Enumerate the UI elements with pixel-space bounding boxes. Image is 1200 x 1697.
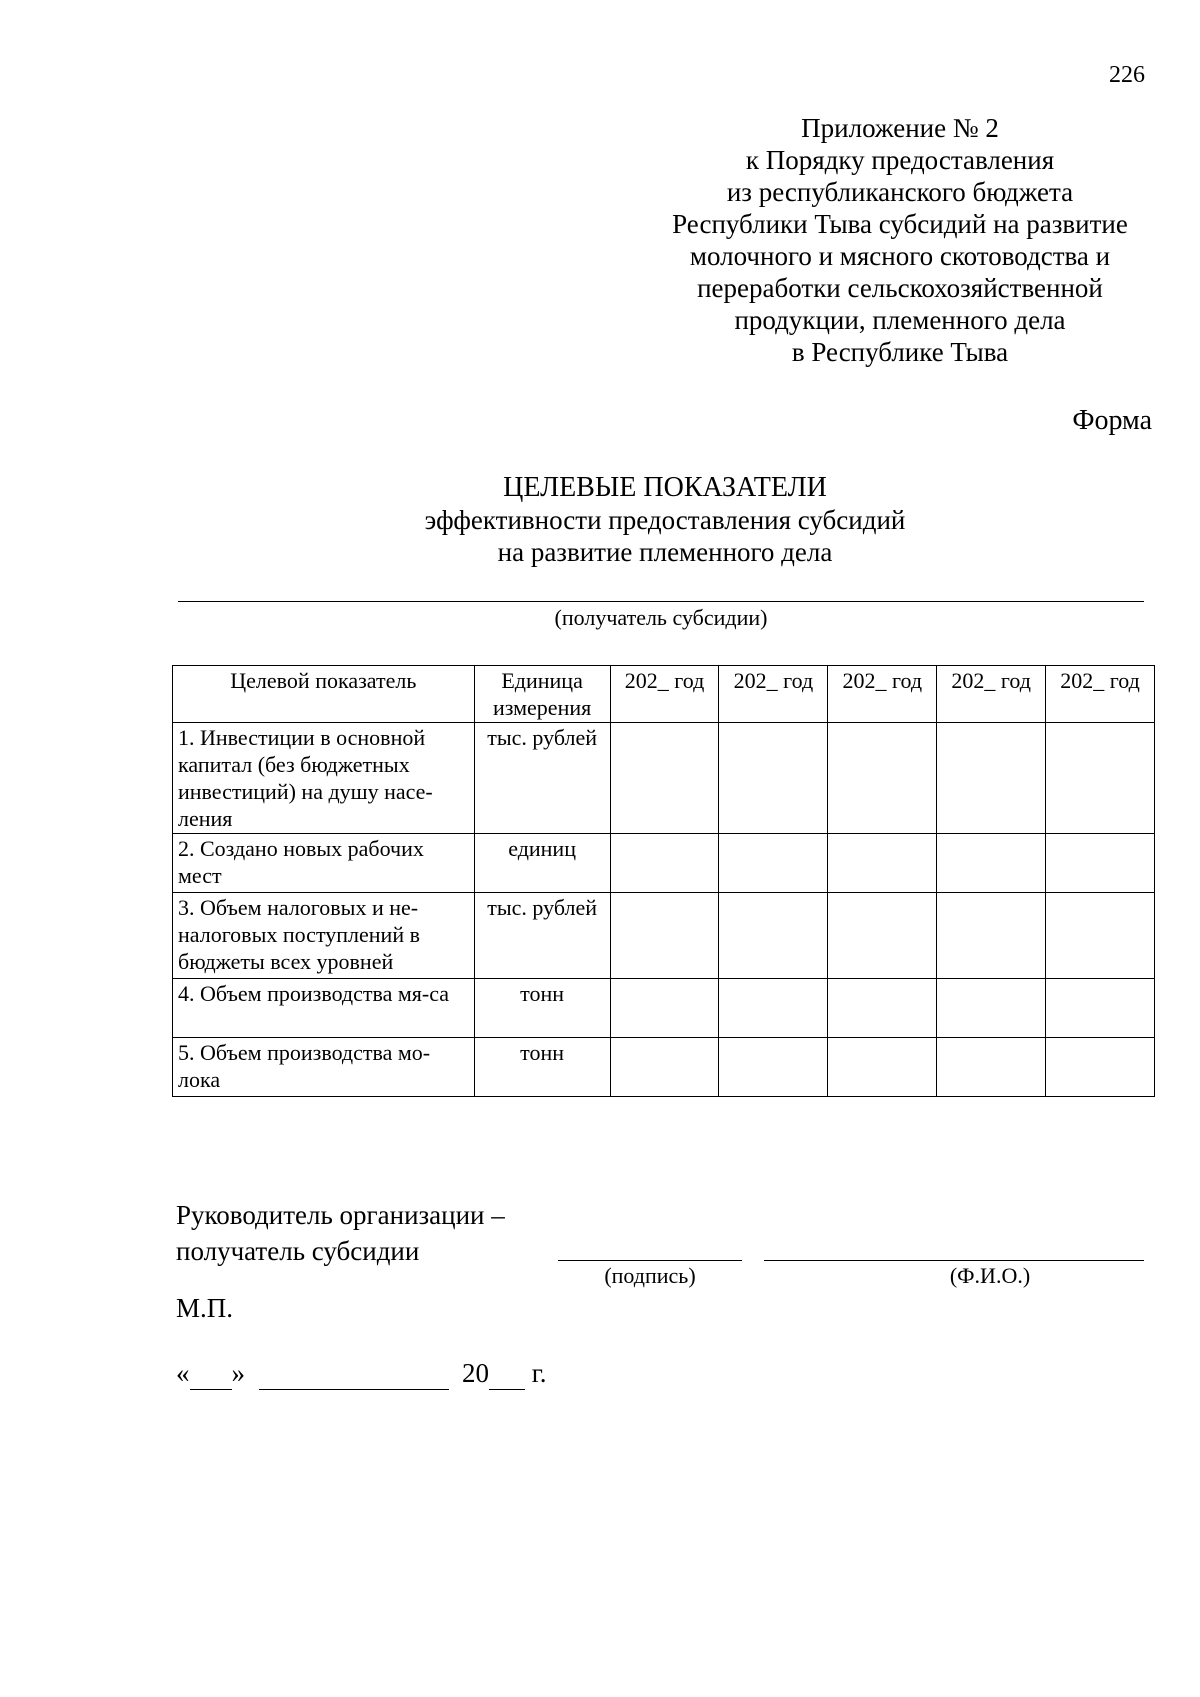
unit-cell: тыс. рублей xyxy=(474,723,610,834)
value-cell[interactable] xyxy=(828,979,937,1038)
value-cell[interactable] xyxy=(1046,893,1155,979)
indicator-cell: 4. Объем производства мя-са xyxy=(173,979,475,1038)
value-cell[interactable] xyxy=(610,1038,719,1097)
header-indicator: Целевой показатель xyxy=(173,666,475,723)
title-line: эффективности предоставления субсидий xyxy=(424,505,906,535)
value-cell[interactable] xyxy=(719,723,828,834)
appendix-line: из республиканского бюджета xyxy=(726,177,1074,207)
name-caption: (Ф.И.О.) xyxy=(949,1263,1031,1288)
header-year: 202_ год xyxy=(828,666,937,723)
value-cell[interactable] xyxy=(719,979,828,1038)
appendix-line: Приложение № 2 xyxy=(801,113,999,143)
indicators-table xyxy=(172,665,1155,1097)
header-year: 202_ год xyxy=(719,666,828,723)
title-line: на развитие племенного дела xyxy=(497,537,833,567)
page-number: 226 xyxy=(1109,62,1145,88)
unit-cell: единиц xyxy=(474,834,610,893)
header-year: 202_ год xyxy=(937,666,1046,723)
value-cell[interactable] xyxy=(828,1038,937,1097)
indicator-cell: 2. Создано новых рабочих мест xyxy=(173,834,475,893)
date-row xyxy=(176,1358,547,1390)
value-cell[interactable] xyxy=(1046,723,1155,834)
date-month-field[interactable] xyxy=(259,1358,449,1390)
unit-cell: тонн xyxy=(474,1038,610,1097)
appendix-line: к Порядку предоставления xyxy=(745,145,1055,175)
date-year-suffix: г. xyxy=(531,1358,547,1388)
appendix-line: Республики Тыва субсидий на развитие xyxy=(672,209,1128,239)
header-year: 202_ год xyxy=(1046,666,1155,723)
value-cell[interactable] xyxy=(719,1038,828,1097)
header-unit: Единица измерения xyxy=(474,666,610,723)
signature-caption: (подпись) xyxy=(604,1263,696,1288)
appendix-line: переработки сельскохозяйственной xyxy=(697,273,1103,303)
table-row xyxy=(173,1038,1155,1097)
signatory-line: получатель субсидии xyxy=(176,1236,420,1266)
appendix-line: молочного и мясного скотоводства и xyxy=(689,241,1111,271)
indicator-cell: 5. Объем производства мо-лока xyxy=(173,1038,475,1097)
signatory-line: Руководитель организации – xyxy=(176,1200,505,1230)
value-cell[interactable] xyxy=(828,834,937,893)
value-cell[interactable] xyxy=(937,834,1046,893)
date-day-field[interactable] xyxy=(190,1358,232,1390)
value-cell[interactable] xyxy=(610,893,719,979)
date-year-prefix: 20 xyxy=(462,1358,489,1388)
form-label: Форма xyxy=(1072,405,1152,436)
value-cell[interactable] xyxy=(937,723,1046,834)
title-main: ЦЕЛЕВЫЕ ПОКАЗАТЕЛИ xyxy=(503,472,827,503)
unit-cell: тонн xyxy=(474,979,610,1038)
value-cell[interactable] xyxy=(1046,979,1155,1038)
recipient-fill-line xyxy=(178,601,1144,602)
seal-label: М.П. xyxy=(176,1293,234,1323)
value-cell[interactable] xyxy=(1046,1038,1155,1097)
value-cell[interactable] xyxy=(719,893,828,979)
table-row xyxy=(173,979,1155,1038)
value-cell[interactable] xyxy=(828,893,937,979)
table-row xyxy=(173,723,1155,834)
date-year-field[interactable] xyxy=(489,1358,525,1390)
date-close-quote: » xyxy=(231,1358,245,1388)
signature-line[interactable] xyxy=(558,1260,742,1261)
recipient-caption: (получатель субсидии) xyxy=(554,605,768,630)
signatory-title xyxy=(176,1197,505,1269)
value-cell[interactable] xyxy=(610,979,719,1038)
value-cell[interactable] xyxy=(828,723,937,834)
table-row xyxy=(173,834,1155,893)
indicator-cell: 3. Объем налоговых и не-налоговых поступлений в бюджеты всех уровней xyxy=(173,893,475,979)
value-cell[interactable] xyxy=(937,893,1046,979)
table-row xyxy=(173,893,1155,979)
appendix-line: продукции, племенного дела xyxy=(734,305,1066,335)
name-line[interactable] xyxy=(764,1260,1144,1261)
appendix-caption xyxy=(640,112,1160,368)
appendix-line: в Республике Тыва xyxy=(791,337,1009,367)
value-cell[interactable] xyxy=(610,723,719,834)
value-cell[interactable] xyxy=(937,1038,1046,1097)
value-cell[interactable] xyxy=(1046,834,1155,893)
date-open-quote: « xyxy=(176,1358,190,1388)
header-year: 202_ год xyxy=(610,666,719,723)
indicator-cell: 1. Инвестиции в основной капитал (без бюджетных инвестиций) на душу насе-ления xyxy=(173,723,475,834)
unit-cell: тыс. рублей xyxy=(474,893,610,979)
value-cell[interactable] xyxy=(937,979,1046,1038)
table-header-row xyxy=(173,666,1155,723)
document-title xyxy=(340,472,990,568)
value-cell[interactable] xyxy=(719,834,828,893)
value-cell[interactable] xyxy=(610,834,719,893)
